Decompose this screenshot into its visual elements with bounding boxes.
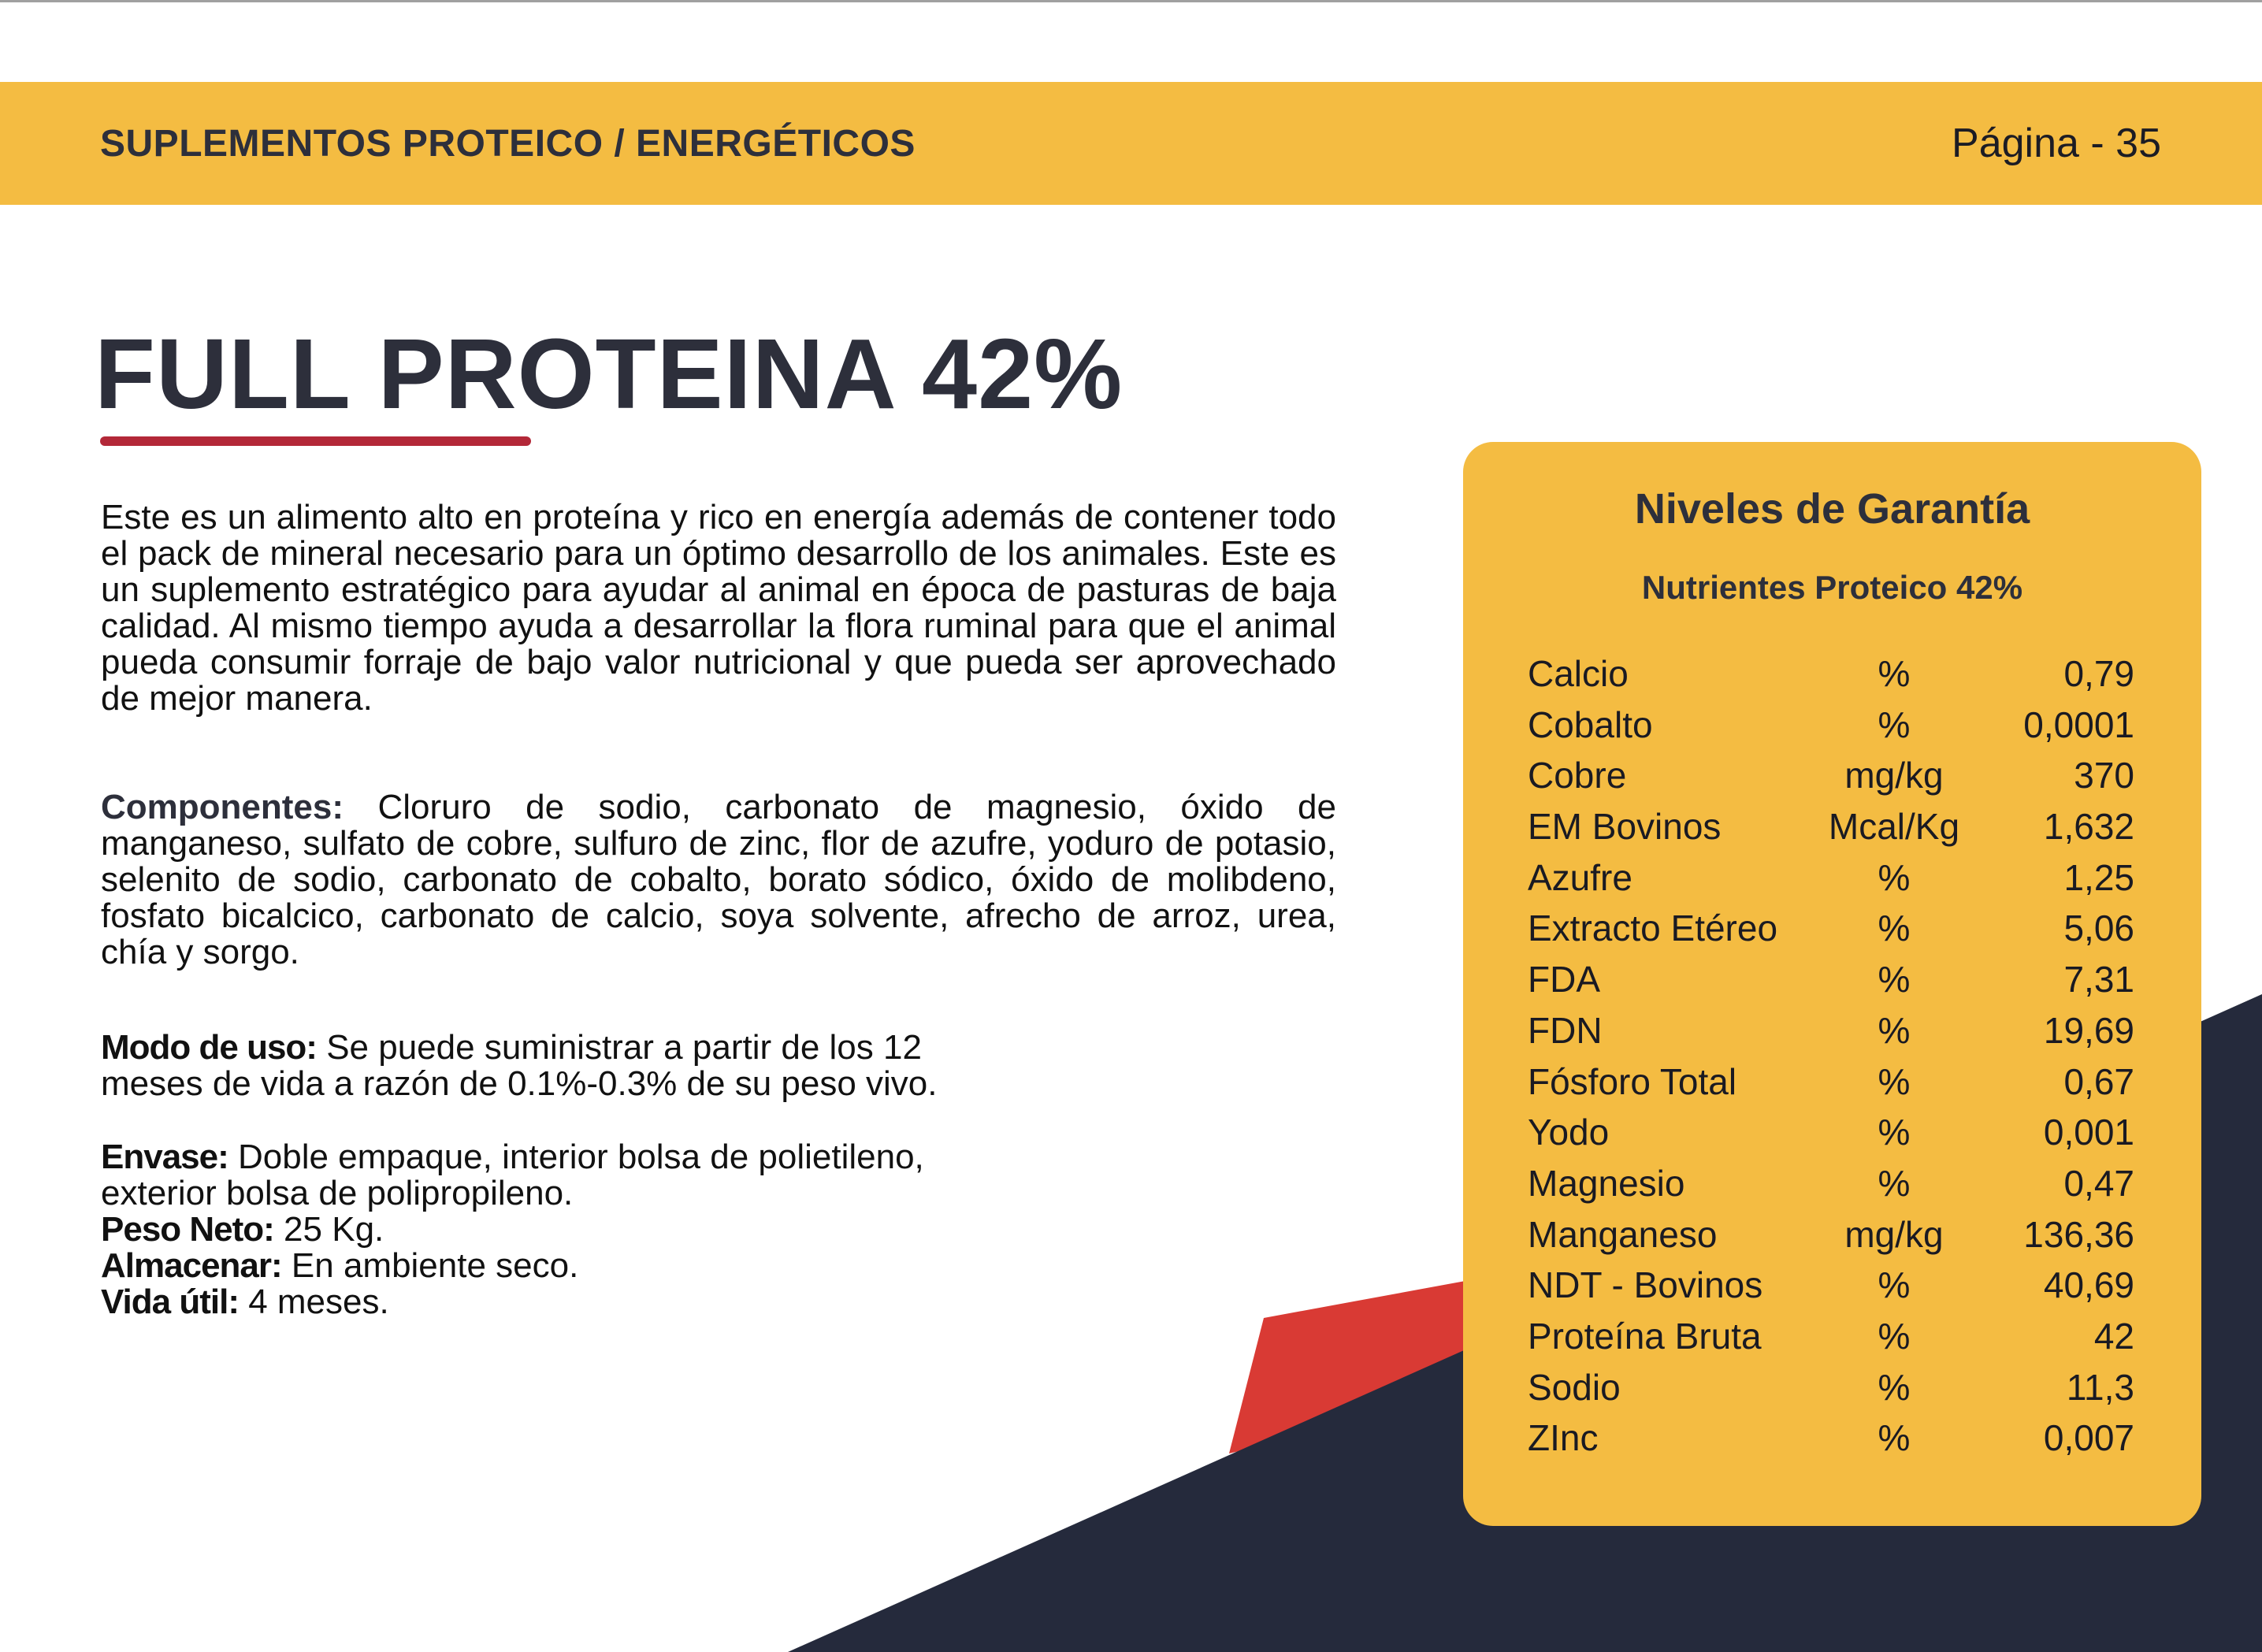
page-number: Página - 35 [1952, 121, 2161, 166]
nutrient-unit: % [1878, 1417, 1911, 1459]
guarantee-title: Niveles de Garantía [1634, 485, 2030, 533]
nutrient-name: ZInc [1528, 1417, 1599, 1459]
nutrient-unit: % [1878, 1264, 1911, 1306]
nutrient-unit: Mcal/Kg [1828, 806, 1960, 848]
nutrient-table [1528, 648, 2134, 1464]
package-line-1 [101, 1139, 924, 1175]
nutrient-row [1528, 1005, 2134, 1056]
nutrient-unit: % [1878, 908, 1911, 949]
nutrient-value: 136,36 [2023, 1213, 2134, 1255]
nutrient-name: Proteína Bruta [1528, 1315, 1762, 1357]
nutrient-row [1528, 1413, 2134, 1464]
nutrient-name: FDN [1528, 1009, 1603, 1051]
nutrient-unit: % [1878, 1112, 1911, 1153]
nutrient-unit: % [1878, 1366, 1911, 1408]
nutrient-unit: mg/kg [1844, 755, 1944, 796]
nutrient-name: Azufre [1528, 856, 1632, 898]
nutrient-value: 0,007 [2043, 1417, 2134, 1459]
nutrient-unit: mg/kg [1844, 1213, 1944, 1255]
nutrient-row [1528, 1158, 2134, 1209]
package-text-2: exterior bolsa de polipropileno. [101, 1174, 574, 1212]
nutrient-unit: % [1878, 653, 1911, 694]
nutrient-name: NDT - Bovinos [1528, 1264, 1763, 1306]
nutrient-row [1528, 1056, 2134, 1108]
nutrient-value: 0,001 [2043, 1112, 2134, 1153]
nutrient-value: 0,0001 [2023, 703, 2134, 745]
title-underline [100, 436, 531, 446]
nutrient-row [1528, 801, 2134, 852]
components-label: Componentes: [101, 788, 344, 826]
package-label: Envase: [101, 1138, 228, 1176]
nutrient-row [1528, 700, 2134, 751]
nutrient-value: 0,67 [2063, 1060, 2134, 1102]
nutrient-name: Magnesio [1528, 1162, 1685, 1204]
components-text: Cloruro de sodio, carbonato de magnesio, óxido de manganeso, sulfato de cobre, sulfuro de zinc, flor de azufre, yoduro de potasio, selenito de sodio, carbonato de cobalto, borato sódico, óxido de molibdeno, fosfato bicalcico, carbonato de calcio, soya solvente, afrecho de arroz, urea, chía y sorgo. [101, 788, 1336, 971]
nutrient-row [1528, 903, 2134, 954]
usage-line-1 [101, 1030, 938, 1066]
package-text-1: Doble empaque, interior bolsa de polietileno, [228, 1138, 924, 1176]
nutrient-name: FDA [1528, 959, 1600, 1000]
nutrient-value: 370 [2074, 755, 2134, 796]
nutrient-value: 7,31 [2063, 959, 2134, 1000]
nutrient-row [1528, 1209, 2134, 1260]
shelf-life-value: 4 meses. [238, 1283, 389, 1321]
shelf-life-label: Vida útil: [101, 1283, 239, 1321]
nutrient-name: Yodo [1528, 1112, 1610, 1153]
nutrient-unit: % [1878, 856, 1911, 898]
nutrient-unit: % [1878, 703, 1911, 745]
nutrient-name: Sodio [1528, 1366, 1621, 1408]
nutrient-value: 0,79 [2063, 653, 2134, 694]
header-section-title: SUPLEMENTOS PROTEICO / ENERGÉTICOS [100, 123, 916, 165]
nutrient-value: 11,3 [2066, 1366, 2134, 1408]
nutrient-value: 1,632 [2043, 806, 2134, 848]
nutrient-row [1528, 1107, 2134, 1158]
storage-line [101, 1248, 924, 1284]
weight-value: 25 Kg. [273, 1210, 384, 1249]
nutrient-unit: % [1878, 959, 1911, 1000]
storage-value: En ambiente seco. [281, 1246, 579, 1285]
nutrient-row [1528, 1311, 2134, 1362]
nutrient-value: 5,06 [2063, 908, 2134, 949]
nutrient-unit: % [1878, 1162, 1911, 1204]
weight-line [101, 1212, 924, 1248]
guarantee-card [1463, 442, 2201, 1526]
nutrient-name: Manganeso [1528, 1213, 1718, 1255]
nutrient-value: 19,69 [2043, 1009, 2134, 1051]
nutrient-row [1528, 954, 2134, 1005]
nutrient-name: Cobre [1528, 755, 1627, 796]
guarantee-subtitle: Nutrientes Proteico 42% [1641, 569, 2023, 606]
nutrient-row [1528, 1260, 2134, 1311]
nutrient-value: 40,69 [2043, 1264, 2134, 1306]
usage-text-1: Se puede suministrar a partir de los 12 [316, 1028, 922, 1067]
nutrient-row [1528, 648, 2134, 700]
weight-label: Peso Neto: [101, 1210, 274, 1249]
nutrient-row [1528, 852, 2134, 904]
components-paragraph [101, 789, 1336, 971]
nutrient-row [1528, 1362, 2134, 1413]
nutrient-row [1528, 750, 2134, 801]
nutrient-name: EM Bovinos [1528, 806, 1722, 848]
usage-label: Modo de uso: [101, 1028, 317, 1067]
storage-label: Almacenar: [101, 1246, 282, 1285]
product-title: FULL PROTEINA 42% [95, 318, 1124, 429]
nutrient-unit: % [1878, 1009, 1911, 1051]
usage-text-2: meses de vida a razón de 0.1%-0.3% de su peso vivo. [101, 1064, 938, 1103]
nutrient-name: Fósforo Total [1528, 1060, 1737, 1102]
nutrient-name: Cobalto [1528, 703, 1653, 745]
nutrient-unit: % [1878, 1315, 1911, 1357]
nutrient-value: 0,47 [2063, 1162, 2134, 1204]
packaging-block [101, 1139, 924, 1320]
nutrient-unit: % [1878, 1060, 1911, 1102]
nutrient-value: 42 [2093, 1315, 2134, 1357]
shelf-life-line [101, 1284, 924, 1320]
product-description: Este es un alimento alto en proteína y rico en energía además de contener todo el pack de mineral necesario para un óptimo desarrollo de los animales. Este es un suplemento estratégico para ayudar al animal en época de pasturas de baja calidad. Al mismo tiempo ayuda a desarrollar la flora ruminal para que el animal pueda consumir forraje de bajo valor nutricional y que pueda ser aprovechado de mejor manera. [101, 498, 1336, 718]
nutrient-name: Calcio [1528, 653, 1629, 694]
nutrient-value: 1,25 [2063, 856, 2134, 898]
nutrient-name: Extracto Etéreo [1528, 908, 1778, 949]
usage-block [101, 1030, 938, 1102]
